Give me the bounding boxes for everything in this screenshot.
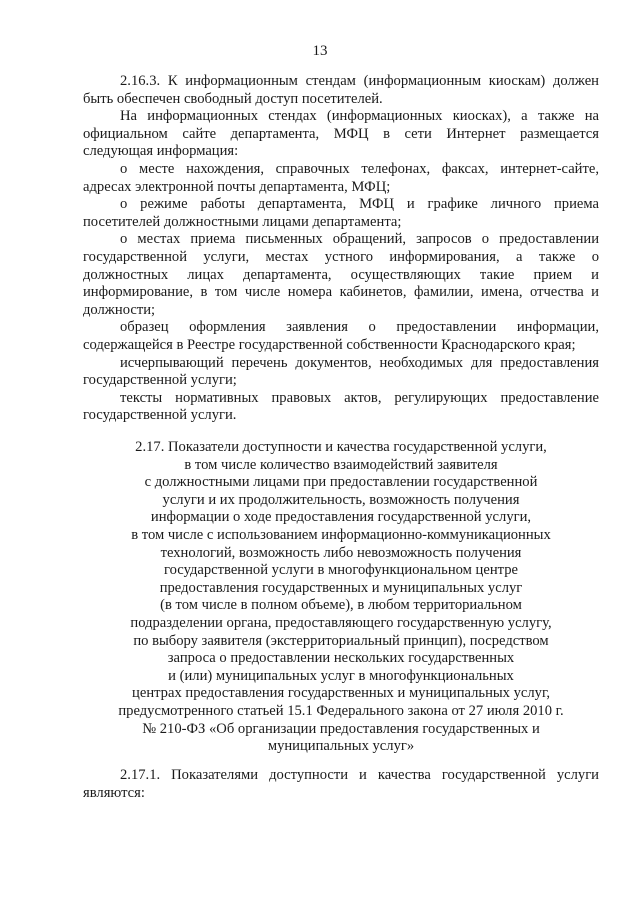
- heading-line: информации о ходе предоставления государственной услуги,: [150, 509, 532, 526]
- paragraph-line: информирование, в том числе номера кабинетов, фамилии, имена, отчества и: [83, 284, 599, 301]
- heading-line: запроса о предоставлении нескольких государственных: [167, 650, 515, 667]
- heading-line: центрах предоставления государственных и муниципальных услуг,: [132, 685, 550, 702]
- paragraph-line: 2.16.3. К информационным стендам (информационным киоскам) должен: [120, 73, 599, 89]
- heading-line: технологий, возможность либо невозможность получения: [160, 544, 522, 561]
- paragraph-line: о месте нахождения, справочных телефонах, факсах, интернет-сайте,: [120, 160, 599, 177]
- heading-line: с должностными лицами при предоставлении государственной: [144, 474, 538, 491]
- paragraph-line: содержащейся в Реестре государственной собственности Краснодарского края;: [83, 336, 576, 353]
- paragraph-line: На информационных стендах (информационных киосках), а также на: [120, 108, 599, 125]
- paragraph-line: следующая информация:: [83, 143, 239, 160]
- paragraph-line: быть обеспечен свободный доступ посетителей.: [83, 90, 383, 107]
- section-2-17-heading: [83, 439, 599, 756]
- paragraph-line: образец оформления заявления о предоставлении информации,: [120, 319, 599, 336]
- paragraph-line: адресах электронной почты департамента, МФЦ;: [83, 178, 391, 195]
- heading-line: и (или) муниципальных услуг в многофункциональных: [168, 667, 514, 684]
- heading-line: по выбору заявителя (экстерриториальный принцип), посредством: [133, 632, 549, 649]
- section-2-16-3: [83, 73, 599, 425]
- paragraph-line: являются:: [83, 784, 145, 801]
- heading-line: в том числе количество взаимодействий заявителя: [184, 456, 498, 473]
- heading-line: 2.17. Показатели доступности и качества государственной услуги,: [135, 439, 547, 455]
- paragraph-line: государственной услуги, местах устного информирования, а также о: [83, 248, 599, 265]
- paragraph-line: государственной услуги.: [83, 407, 237, 424]
- paragraph-line: государственной услуги;: [83, 372, 237, 389]
- paragraph-line: о местах приема письменных обращений, запросов о предоставлении: [120, 231, 599, 248]
- paragraph-line: официальном сайте департамента, МФЦ в сети Интернет размещается: [83, 125, 599, 142]
- paragraph-line: тексты нормативных правовых актов, регулирующих предоставление: [120, 389, 599, 406]
- page-number: 13: [312, 43, 328, 59]
- paragraph-line: о режиме работы департамента, МФЦ и графике личного приема: [120, 196, 599, 213]
- paragraph-line: исчерпывающий перечень документов, необходимых для предоставления: [120, 354, 599, 371]
- paragraph-line: должности;: [83, 301, 156, 318]
- heading-line: предусмотренного статьей 15.1 Федерального закона от 27 июля 2010 г.: [118, 702, 564, 719]
- heading-line: (в том числе в полном объеме), в любом территориальном: [160, 597, 522, 614]
- heading-line: услуги и их продолжительность, возможность получения: [162, 491, 520, 508]
- heading-line: в том числе с использованием информационно-коммуникационных: [131, 526, 551, 543]
- heading-line: подразделении органа, предоставляющего государственную услугу,: [130, 614, 552, 631]
- paragraph-line: 2.17.1. Показателями доступности и качества государственной услуги: [120, 767, 599, 783]
- heading-line: государственной услуги в многофункциональном центре: [164, 562, 518, 579]
- heading-line: предоставления государственных и муниципальных услуг: [159, 579, 523, 596]
- paragraph-line: должностных лицах департамента, осуществляющих такие прием и: [83, 266, 599, 283]
- paragraph-line: посетителей должностными лицами департамента;: [83, 213, 402, 230]
- heading-line: № 210-ФЗ «Об организации предоставления государственных и: [142, 720, 540, 737]
- section-2-17-1: [83, 767, 599, 802]
- heading-line: муниципальных услуг»: [267, 738, 415, 755]
